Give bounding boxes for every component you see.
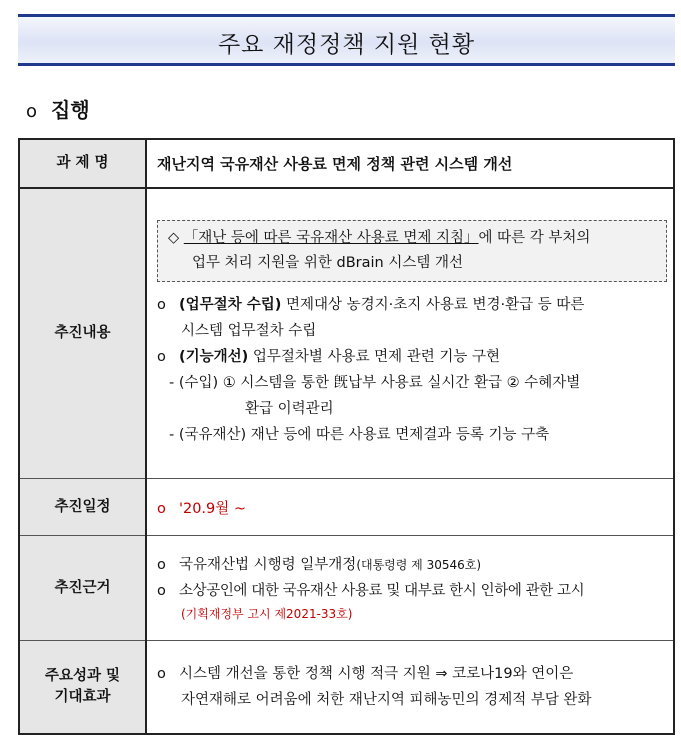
basis2-source: (기획재정부 고시 제2021-33호)	[181, 607, 353, 621]
title-value: 재난지역 국유재산 사용료 면제 정책 관련 시스템 개선	[146, 139, 674, 188]
basis-cell	[146, 536, 674, 641]
table-row-content	[19, 188, 674, 479]
page-title: 주요 재정정책 지원 현황	[217, 32, 476, 58]
schedule-value: o '20.9월 ~	[146, 479, 674, 536]
content-label: 추진내용	[19, 188, 146, 479]
policy-table	[18, 138, 675, 735]
result-cell	[146, 641, 674, 735]
table-row-result	[19, 641, 674, 735]
result-label: 주요성과 및 기대효과	[19, 641, 146, 735]
table-row-title	[19, 139, 674, 188]
list-item-cont: 시스템 업무절차 수립	[181, 322, 317, 339]
box-text: 에 따른 각 부처의	[478, 229, 591, 246]
page-title-banner	[18, 14, 675, 66]
schedule-label: 추진일정	[19, 479, 146, 536]
sub-item-cont: 환급 이력관리	[245, 400, 334, 417]
list-item: o 시스템 개선을 통한 정책 시행 적극 지원 ⇒ 코로나19와 연이은	[157, 666, 574, 682]
title-label: 과 제 명	[19, 139, 146, 188]
summary-box	[157, 220, 667, 282]
list-item: o 국유재산법 시행령 일부개정(대통령령 제 30546호)	[157, 557, 482, 573]
list-item-cont: 자연재해로 어려움에 처한 재난지역 피해농민의 경제적 부담 완화	[181, 692, 592, 708]
item1-heading: (업무절차 수립)	[179, 296, 282, 313]
box-marker: ◇	[168, 229, 180, 246]
box-text-line2: 업무 처리 지원을 위한 dBrain 시스템 개선	[192, 254, 463, 271]
list-item: o (업무절차 수립) 면제대상 농경지·초지 사용료 변경·환급 등 따른	[157, 296, 585, 313]
box-quote: 「재난 등에 따른 국유재산 사용료 면제 지침」	[183, 229, 479, 246]
table-row-basis	[19, 536, 674, 641]
item2-heading: (기능개선)	[179, 348, 249, 365]
table-row-schedule	[19, 479, 674, 536]
sub-item: - (수입) ① 시스템을 통한 旣납부 사용료 실시간 환급 ② 수혜자별	[169, 374, 581, 391]
content-cell	[146, 188, 674, 479]
sub-item: - (국유재산) 재난 등에 따른 사용료 면제결과 등록 기능 구축	[169, 426, 550, 443]
section-bullet: o	[26, 101, 38, 122]
basis-label: 추진근거	[19, 536, 146, 641]
section-title: 집행	[51, 98, 90, 122]
list-item: o 소상공인에 대한 국유재산 사용료 및 대부료 한시 인하에 관한 고시	[157, 583, 585, 599]
section-heading	[26, 94, 90, 123]
list-item: o (기능개선) 업무절차별 사용료 면제 관련 기능 구현	[157, 348, 501, 365]
